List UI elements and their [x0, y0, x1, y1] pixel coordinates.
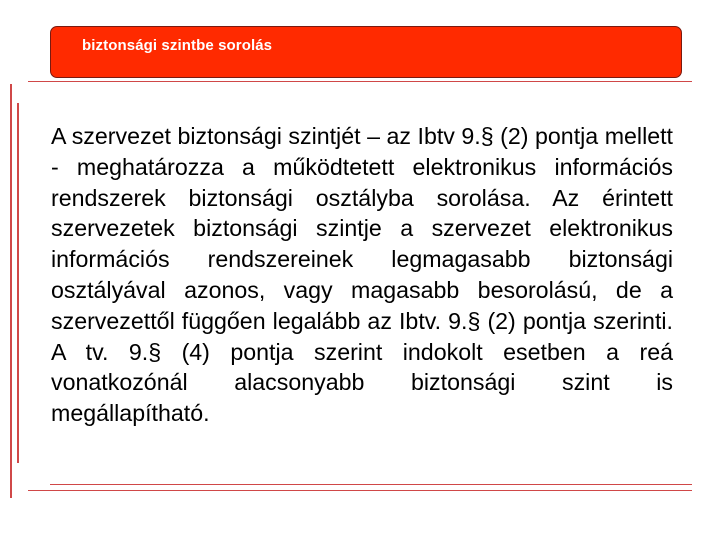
- slide-title: biztonsági szintbe sorolás: [82, 37, 273, 54]
- body-paragraph: A szervezet biztonsági szintjét – az Ibtv 9.§ (2) pontja mellett - meghatározza a működtetett elektronikus információs rendszerek biztonsági osztályba sorolása. Az érintett szervezetek biztonsági szintje a szervezet elektronikus információs rendszereinek legmagasabb biztonsági osztályával azonos, vagy magasabb besorolású, de a szervezettől függően legalább az Ibtv. 9.§ (2) pontja szerinti. A tv. 9.§ (4) pontja szerint indokolt esetben a reá vonatkozónál alacsonyabb biztonsági szint is megállapítható.: [51, 123, 673, 427]
- left-accent-line-outer: [10, 84, 12, 498]
- bottom-divider-line-lower: [28, 490, 692, 491]
- left-accent-line-inner: [17, 103, 19, 463]
- bottom-divider-line-upper: [50, 484, 692, 485]
- top-divider-line: [28, 81, 692, 82]
